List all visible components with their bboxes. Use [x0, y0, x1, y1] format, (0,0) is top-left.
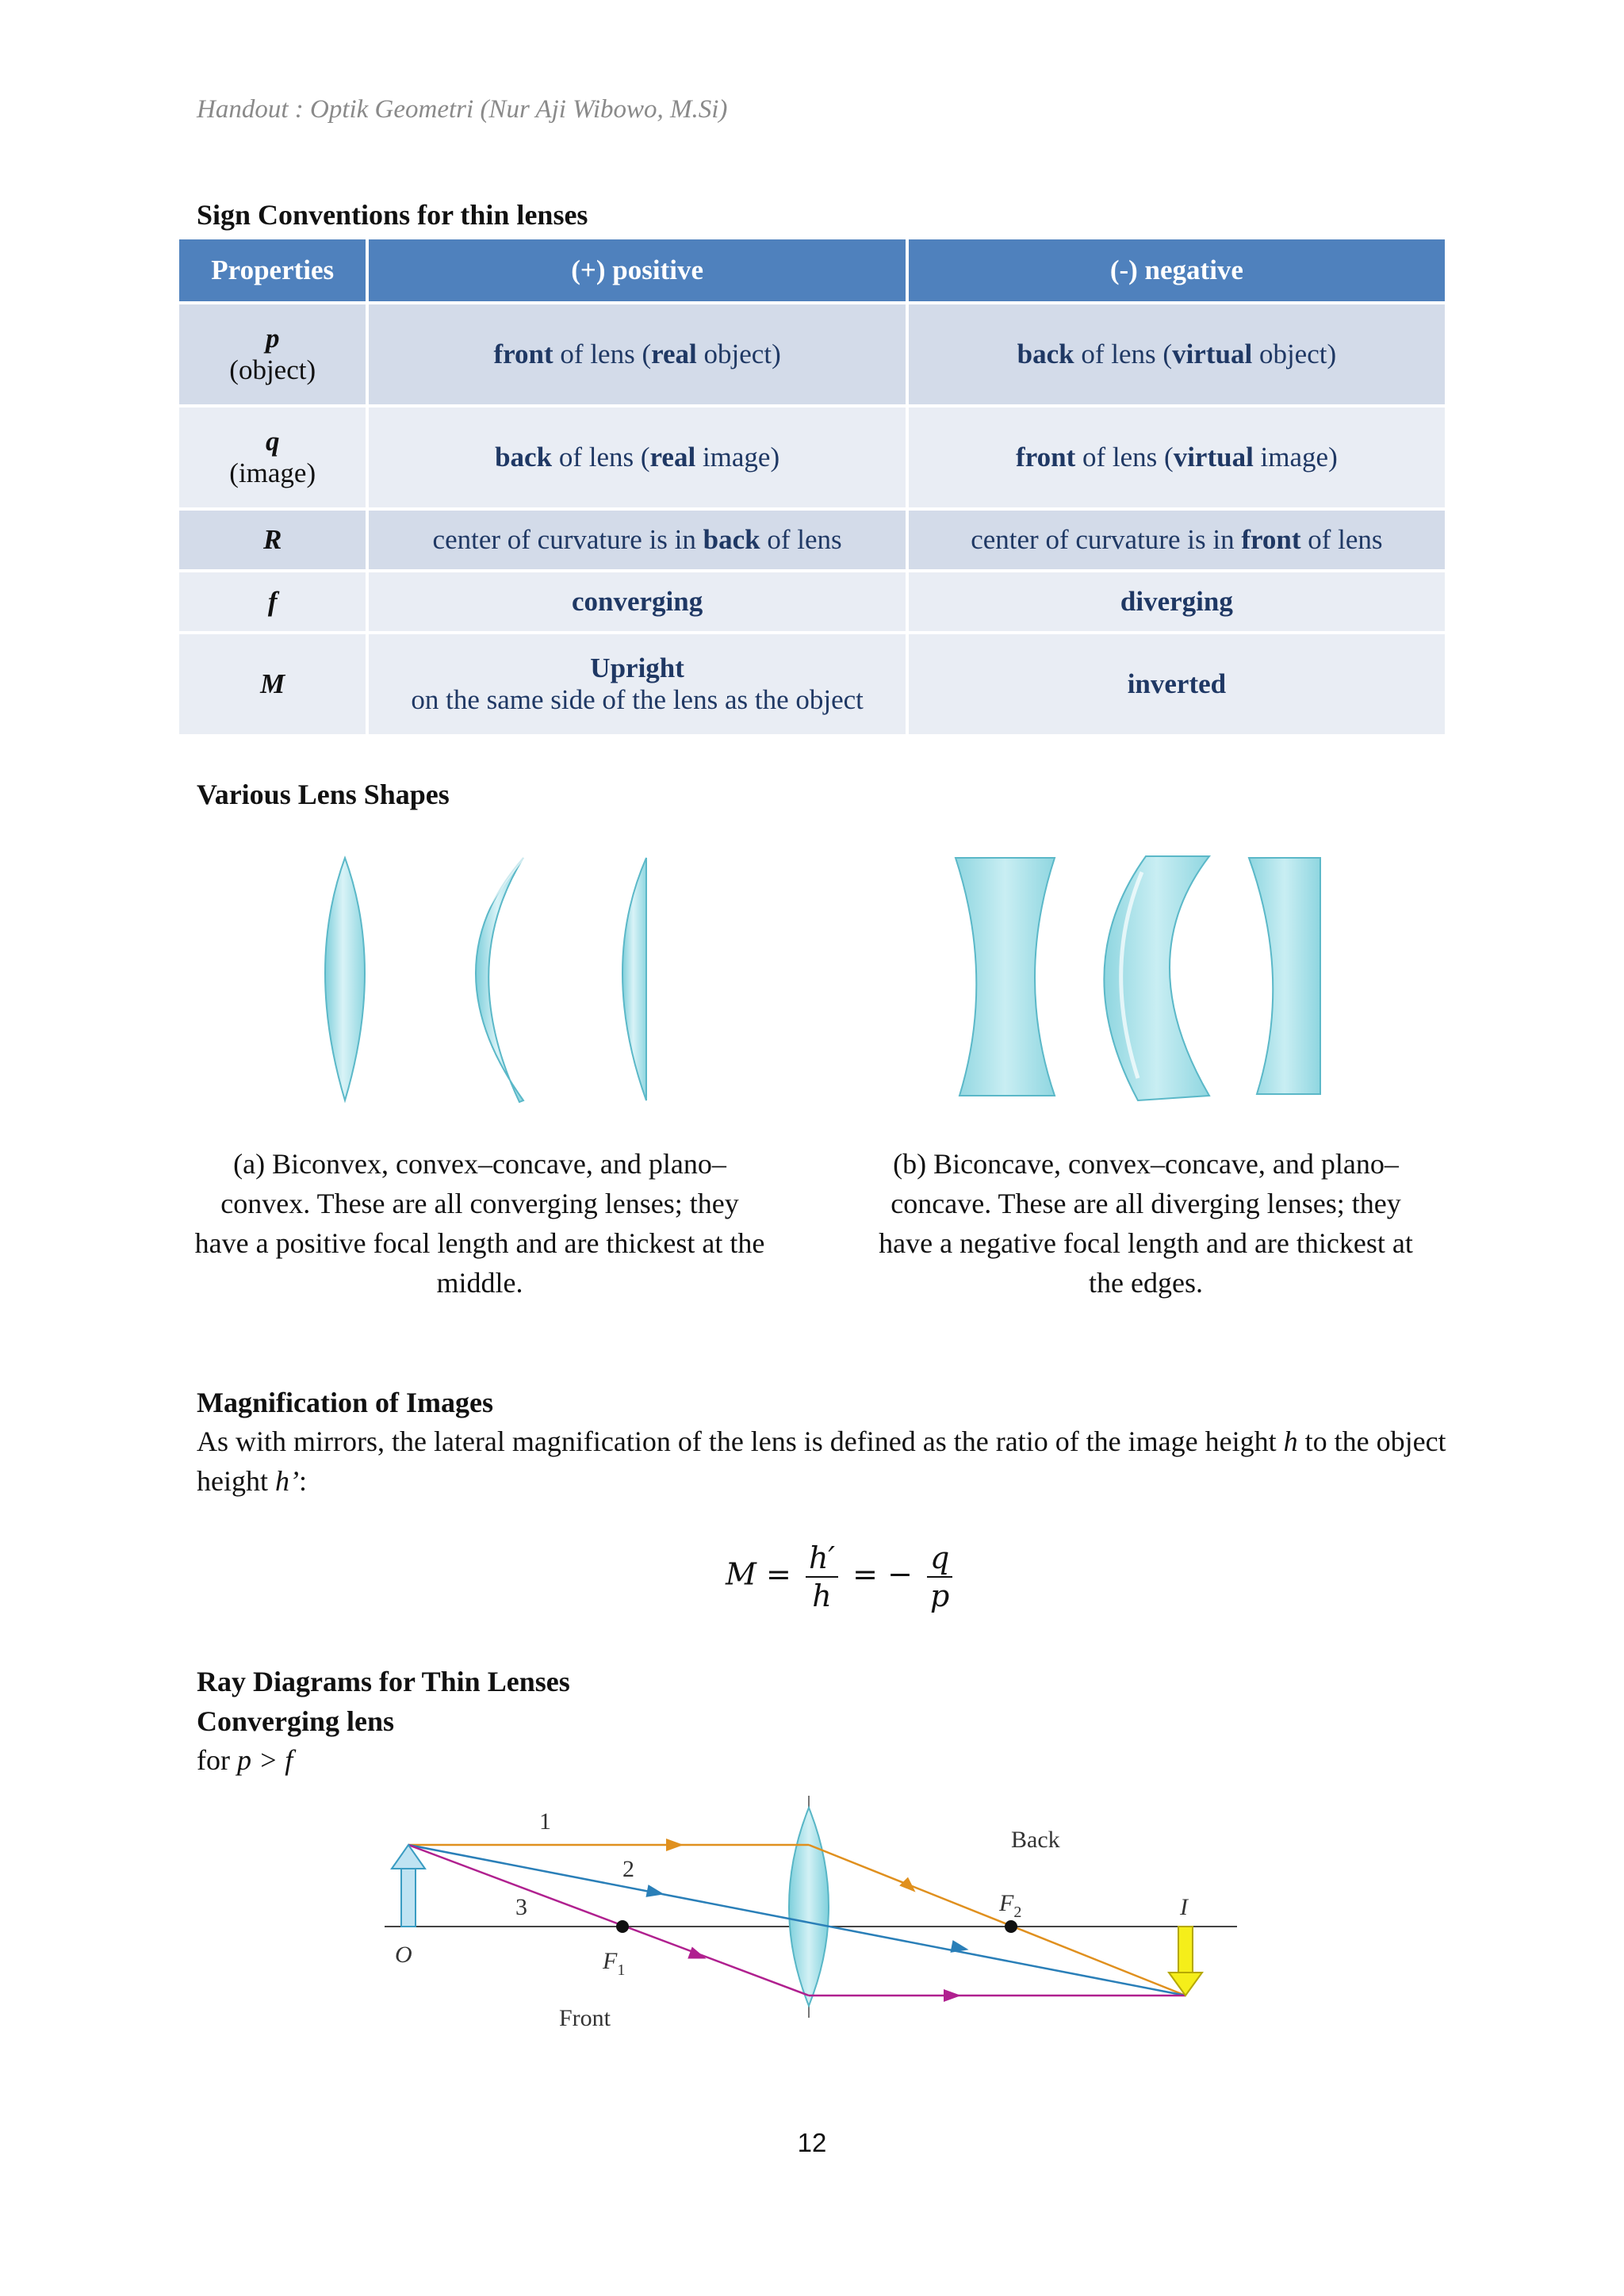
biconcave-lens	[956, 858, 1055, 1096]
table-row	[179, 634, 1445, 734]
positive-cell: Upright on the same side of the lens as the object	[369, 634, 905, 734]
magnification-formula: M = $\frac{h'}{h}$ = − $\frac{q}{p}$	[726, 1540, 957, 1614]
magnification-title: Magnification of Images	[197, 1387, 493, 1418]
property-symbol: q	[265, 426, 280, 457]
property-cell	[179, 572, 366, 631]
object-arrow	[392, 1845, 425, 1927]
converging-lens	[789, 1808, 829, 2006]
sign-conventions-title: Sign Conventions for thin lenses	[197, 199, 588, 231]
table-header: (-) negative	[909, 239, 1445, 301]
caption-converging: (a) Biconvex, convex–concave, and plano–convex. These are all converging lenses; they have a positive focal length and are thickest at the middle.	[194, 1148, 765, 1299]
positive-cell: center of curvature is in back of lens	[369, 511, 905, 569]
sign-conventions-table	[176, 236, 1448, 737]
property-desc: (image)	[229, 457, 316, 488]
negative-cell: inverted	[909, 634, 1445, 734]
negative-cell: diverging	[909, 572, 1445, 631]
biconvex-lens	[325, 858, 365, 1100]
plano-concave-lens	[1249, 858, 1320, 1094]
lens-shapes-title: Various Lens Shapes	[197, 779, 450, 810]
table-row	[179, 304, 1445, 404]
ray-3-label: 3	[515, 1894, 527, 1920]
property-symbol: f	[267, 586, 278, 617]
focal-point-f1	[616, 1920, 629, 1933]
table-row	[179, 572, 1445, 631]
front-label: Front	[559, 2005, 611, 2031]
table-header: Properties	[179, 239, 366, 301]
ray-1-label: 1	[539, 1808, 551, 1835]
table-row	[179, 408, 1445, 507]
positive-cell: back of lens (real image)	[369, 408, 905, 507]
ray-condition: for p > f	[197, 1744, 293, 1776]
f1-label: $F_1$	[603, 1948, 626, 1979]
convex-concave-lens	[476, 858, 523, 1102]
negative-cell: back of lens (virtual object)	[909, 304, 1445, 404]
image-label: I	[1180, 1894, 1188, 1920]
positive-cell: converging	[369, 572, 905, 631]
object-label: O	[395, 1942, 412, 1968]
caption-diverging: (b) Biconcave, convex–concave, and plano–concave. These are all diverging lenses; they have a negative focal length and are thickest at the edges.	[879, 1148, 1413, 1299]
back-label: Back	[1011, 1827, 1060, 1853]
page-number: 12	[797, 2128, 827, 2157]
table-header-row	[179, 239, 1445, 301]
table-row	[179, 511, 1445, 569]
property-symbol: p	[265, 323, 280, 354]
ray-diagrams-title: Ray Diagrams for Thin Lenses	[197, 1666, 570, 1697]
diverging-lenses-figure	[948, 848, 1328, 1110]
image-arrow	[1169, 1927, 1202, 1996]
focal-point-f2	[1005, 1920, 1017, 1933]
ray-2-label: 2	[622, 1856, 634, 1882]
positive-cell: front of lens (real object)	[369, 304, 905, 404]
negative-cell: front of lens (virtual image)	[909, 408, 1445, 507]
table-header: (+) positive	[369, 239, 905, 301]
page-header: Handout : Optik Geometri (Nur Aji Wibowo, M.Si)	[197, 95, 728, 124]
converging-lenses-figure	[293, 848, 666, 1110]
property-cell	[179, 408, 366, 507]
ray-diagram	[373, 1788, 1261, 2042]
property-cell	[179, 304, 366, 404]
f2-label: $F_2$	[999, 1890, 1022, 1921]
converging-lens-subtitle: Converging lens	[197, 1705, 395, 1737]
property-cell	[179, 634, 366, 734]
magnification-text: As with mirrors, the lateral magnification of the lens is defined as the ratio of the image height h to the object height h’:	[197, 1425, 1446, 1497]
property-symbol: R	[263, 524, 282, 555]
property-desc: (object)	[229, 354, 316, 385]
property-symbol: M	[260, 668, 285, 699]
negative-cell: center of curvature is in front of lens	[909, 511, 1445, 569]
plano-convex-lens	[622, 858, 646, 1100]
property-cell	[179, 511, 366, 569]
